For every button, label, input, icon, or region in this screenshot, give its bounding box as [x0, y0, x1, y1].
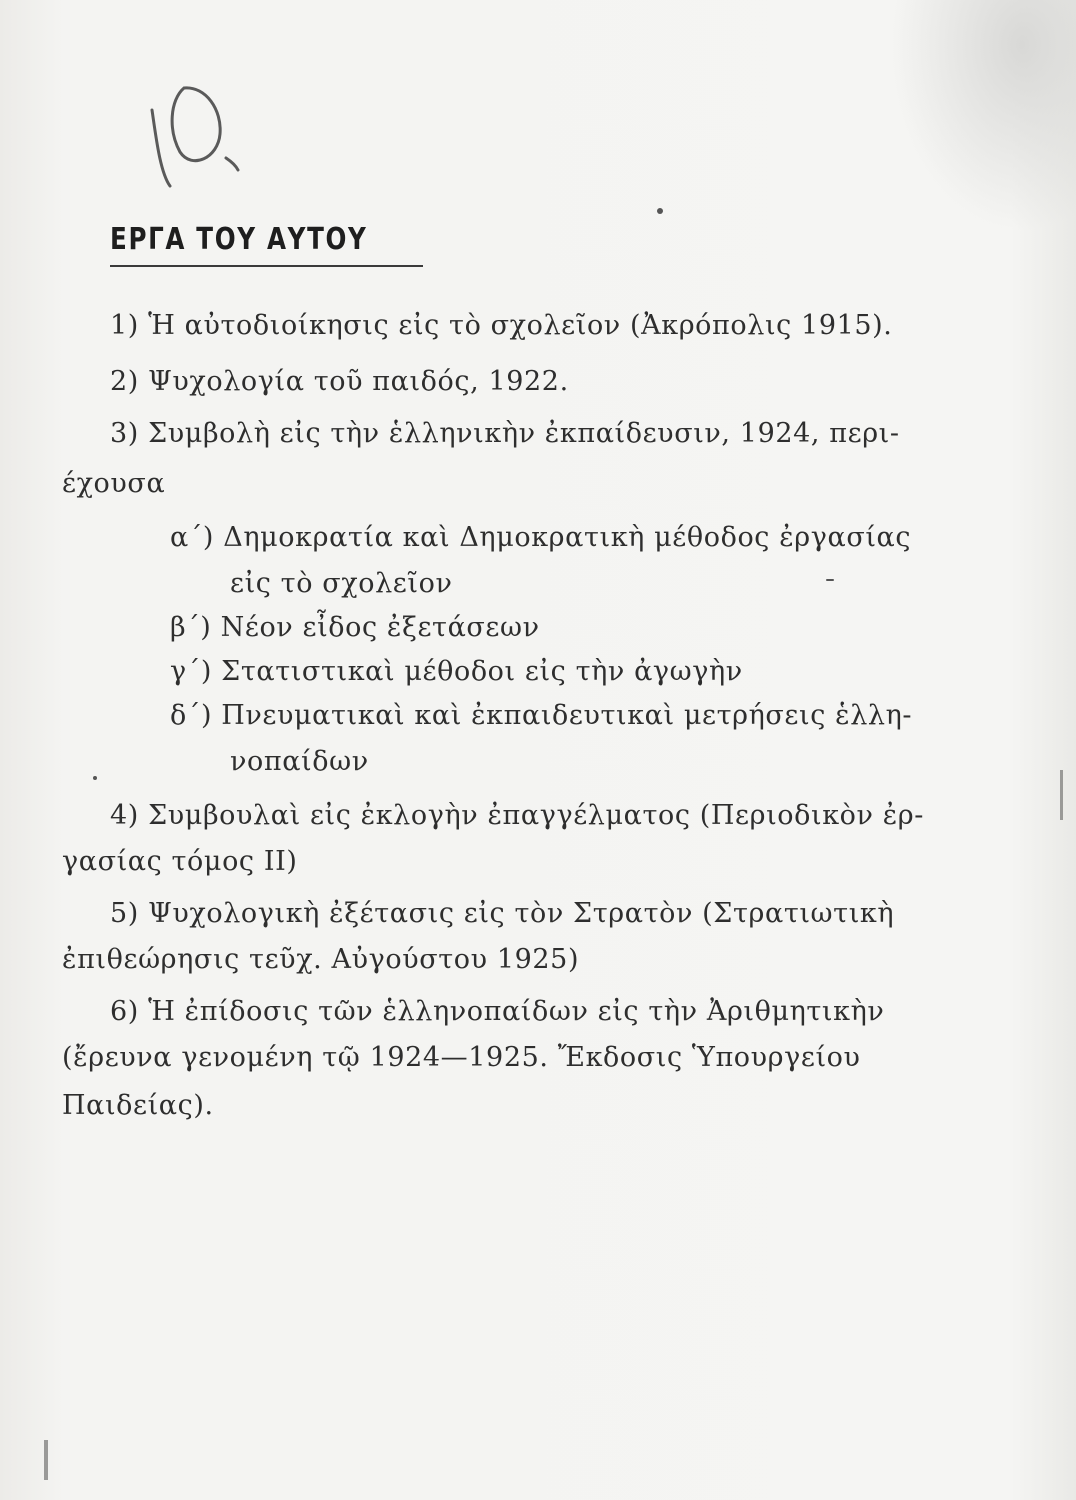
- list-item-4: 4) Συμβουλαὶ εἰς ἐκλογὴν ἐπαγγέλματος (Περιοδικὸν ἐρ-: [110, 800, 925, 831]
- sub-item-a-continuation: εἰς τὸ σχολεῖον: [230, 568, 453, 599]
- list-item-6: 6) Ἡ ἐπίδοσις τῶν ἑλληνοπαίδων εἰς τὴν Ἀριθμητικὴν: [110, 996, 885, 1027]
- sub-item-d: δ΄) Πνευματικαὶ καὶ ἐκπαιδευτικαὶ μετρήσεις ἑλλη-: [170, 700, 913, 731]
- list-item-5-continuation: ἐπιθεώρησις τεῦχ. Αὐγούστου 1925): [62, 944, 580, 975]
- title-underline: [110, 265, 423, 267]
- ink-speck: [657, 208, 663, 214]
- handwritten-number-10: [140, 82, 240, 192]
- sub-item-c: γ΄) Στατιστικαὶ μέθοδοι εἰς τὴν ἀγωγὴν: [170, 656, 743, 687]
- list-item-5: 5) Ψυχολογικὴ ἐξέτασις εἰς τὸν Στρατὸν (Στρατιωτικὴ: [110, 898, 895, 929]
- list-item-4-continuation: γασίας τόμος ΙΙ): [62, 846, 298, 877]
- page-title: ΕΡΓΑ ΤΟΥ ΑΥΤΟΥ: [110, 222, 368, 257]
- page-edge-mark: [1060, 770, 1063, 820]
- list-item-3-continuation: έχουσα: [62, 468, 166, 499]
- list-item-6-continuation-2: Παιδείας).: [62, 1090, 214, 1121]
- list-item-2: 2) Ψυχολογία τοῦ παιδός, 1922.: [110, 366, 569, 397]
- list-item-3: 3) Συμβολὴ εἰς τὴν ἑλληνικὴν ἐκπαίδευσιν, 1924, περι-: [110, 418, 900, 449]
- ink-speck: [826, 579, 834, 581]
- sub-item-b: β΄) Νέον εἶδος ἐξετάσεων: [170, 612, 540, 643]
- ink-speck: [93, 776, 97, 780]
- page-edge-mark: [44, 1440, 48, 1480]
- sub-item-a: α΄) Δημοκρατία καὶ Δημοκρατικὴ μέθοδος ἐργασίας: [170, 522, 912, 553]
- list-item-1: 1) Ἡ αὐτοδιοίκησις εἰς τὸ σχολεῖον (Ἀκρόπολις 1915).: [110, 310, 893, 341]
- list-item-6-continuation: (ἔρευνα γενομένη τῷ 1924—1925. Ἔκδοσις Ὑπουργείου: [62, 1042, 861, 1073]
- sub-item-d-continuation: νοπαίδων: [230, 746, 369, 777]
